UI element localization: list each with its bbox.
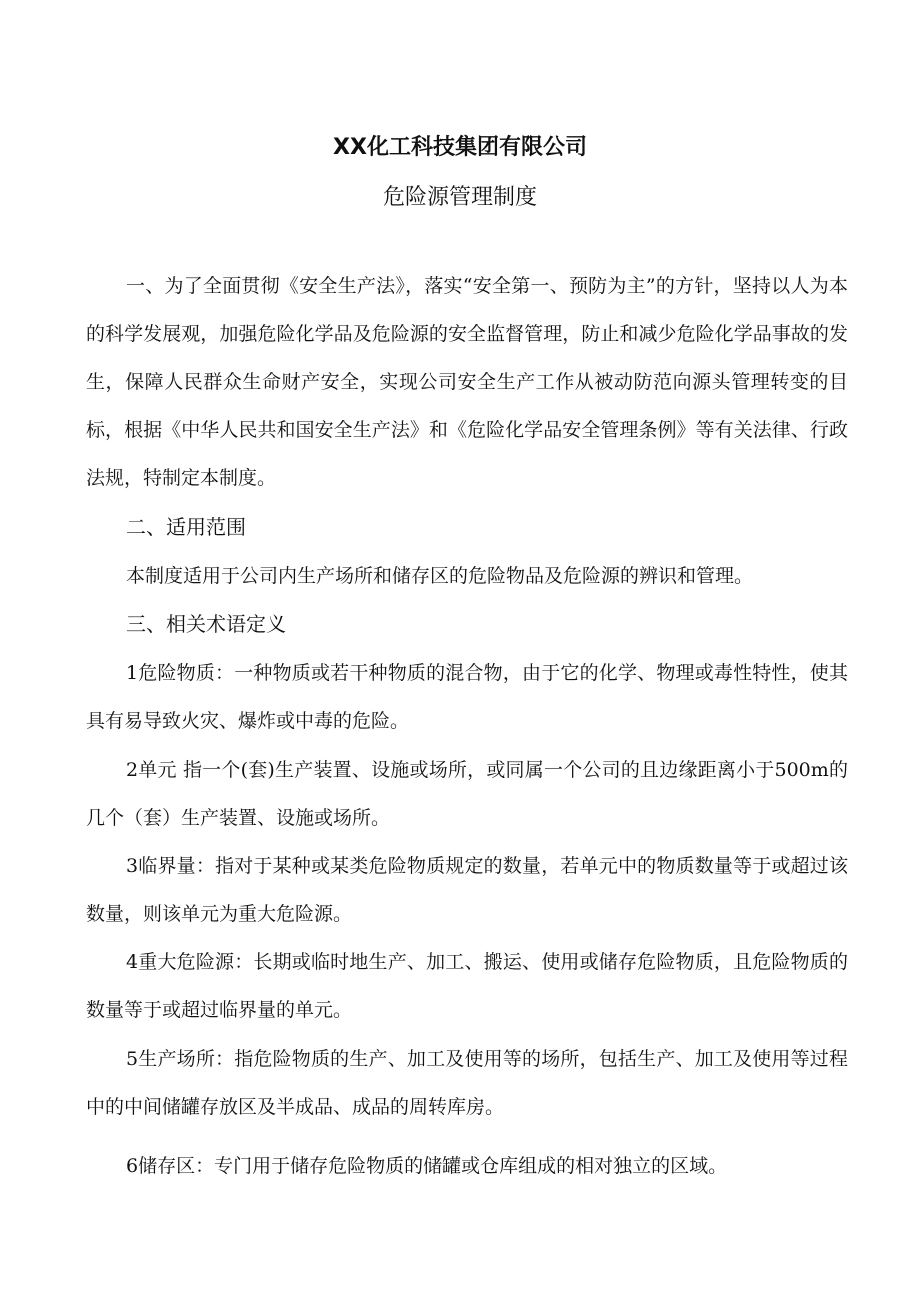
section-heading-definitions: 三、相关术语定义 — [126, 612, 286, 636]
definition-hazardous-substance: 1危险物质：一种物质或若干种物质的混合物，由于它的化学、物理或毒性特性，使其具有易导致火灾、爆炸或中毒的危险。 — [86, 662, 848, 732]
section-heading-scope: 二、适用范围 — [126, 515, 246, 539]
definition-unit: 2单元 指一个(套)生产装置、设施或场所，或同属一个公司的且边缘距离小于500m的几个（套）生产装置、设施或场所。 — [86, 759, 848, 829]
paragraph-scope: 本制度适用于公司内生产场所和储存区的危险物品及危险源的辨识和管理。 — [126, 565, 754, 587]
document-title: 危险源管理制度 — [382, 185, 537, 210]
company-name: XX化工科技集团有限公司 — [333, 135, 587, 160]
definition-threshold-quantity: 3临界量：指对于某种或某类危险物质规定的数量，若单元中的物质数量等于或超过该数量，则该单元为重大危险源。 — [86, 855, 848, 925]
definition-storage-area: 6储存区：专门用于储存危险物质的储罐或仓库组成的相对独立的区域。 — [126, 1155, 728, 1177]
paragraph-purpose: 一、为了全面贯彻《安全生产法》，落实“安全第一、预防为主”的方针，坚持以人为本的科学发展观，加强危险化学品及危险源的安全监督管理，防止和减少危险化学品事故的发生，保障人民群众生命财产安全，实现公司安全生产工作从被动防范向源头管理转变的目标，根据《中华人民共和国安全生产法》和《危险化学品安全管理条例》等有关法律、行政法规，特制定本制度。 — [86, 275, 848, 489]
definition-production-site: 5生产场所：指危险物质的生产、加工及使用等的场所，包括生产、加工及使用等过程中的中间储罐存放区及半成品、成品的周转库房。 — [86, 1048, 848, 1118]
definition-major-hazard: 4重大危险源：长期或临时地生产、加工、搬运、使用或储存危险物质，且危险物质的数量等于或超过临界量的单元。 — [86, 951, 848, 1021]
